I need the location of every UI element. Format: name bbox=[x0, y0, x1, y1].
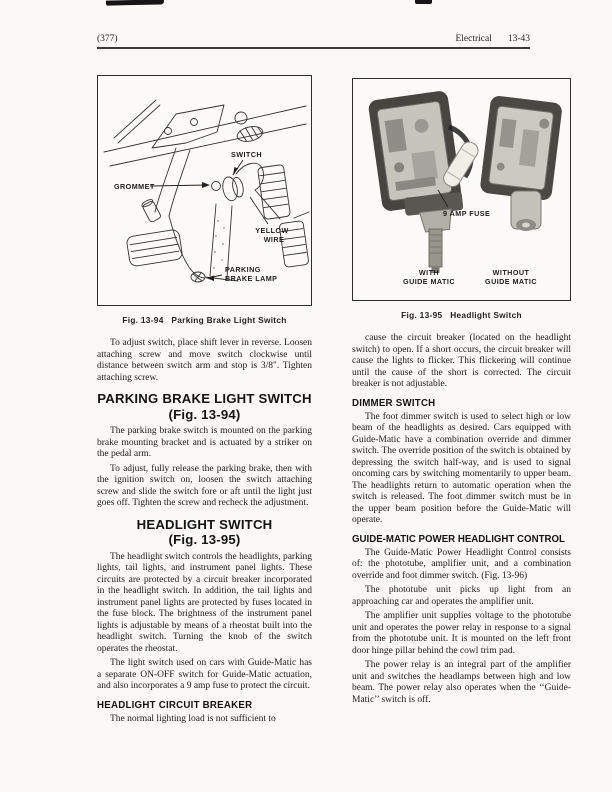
mounting-bracket bbox=[152, 105, 224, 148]
page-number-right: 13-43 bbox=[507, 34, 530, 44]
fuse-label: 9 AMP FUSE bbox=[443, 209, 491, 218]
paragraph: The phototube unit picks up light from an approaching car and operates the amplifier unit. bbox=[352, 585, 571, 607]
switch-body bbox=[221, 174, 246, 202]
subheading-dimmer-switch: DIMMER SWITCH bbox=[352, 397, 436, 409]
figure-13-95-caption: Fig. 13-95 Headlight Switch bbox=[401, 310, 522, 320]
grommet-leader bbox=[150, 185, 208, 186]
dash-mark bbox=[294, 212, 309, 218]
subheading-guidematic-control: GUIDE-MATIC POWER HEADLIGHT CONTROL bbox=[352, 533, 565, 545]
paragraph: The foot dimmer switch is used to select high or low beam of the headlights as desired. Cars equipped with Guide-Matic have a combination override and dimmer switch. The override position of the switch is obtained by depressing the switch half-way, and is used to signal oncoming cars by switching momentarily to upper beam. The headlights return to automatic operation when the switch is released. The foot dimmer switch must be in the upper beam position before the Guide-Matic will operate. bbox=[352, 411, 571, 525]
headlight-switch-photo bbox=[353, 79, 569, 300]
without-guidematic-label: GUIDE MATIC bbox=[485, 277, 537, 286]
scan-artifact bbox=[415, 0, 432, 4]
section-title: Electrical bbox=[455, 34, 492, 44]
paragraph: The parking brake switch is mounted on the parking brake mounting bracket and is actuated by a striker on the pedal arm. bbox=[97, 426, 312, 459]
release-knob bbox=[141, 198, 162, 223]
paragraph: The amplifier unit supplies voltage to the phototube unit and operates the power relay in response to a signal from the phototube unit. It is mounted on the left front door hinge pillar behind the cowl trim pad. bbox=[352, 611, 571, 656]
grommet-arrowhead bbox=[202, 182, 210, 188]
switch-arrowhead bbox=[233, 167, 238, 175]
paragraph: To adjust switch, place shift lever in reverse. Loosen attaching screw and move switch clockwise until distance between switch arm and stop is 3/8". Tighten attaching screw. bbox=[97, 338, 312, 383]
section-heading-parking-brake: PARKING BRAKE LIGHT SWITCH (Fig. 13-94) bbox=[97, 391, 312, 422]
scan-artifact bbox=[106, 0, 164, 6]
paragraph: The light switch used on cars with Guide-Matic has a separate ON-OFF switch for Guide-Matic actuation, and also incorporates a 9 amp fuse to protect the circuit. bbox=[97, 658, 312, 691]
bolt-hole bbox=[165, 128, 172, 135]
running-head bbox=[455, 34, 530, 44]
grommet-label: GROMMET bbox=[114, 182, 155, 191]
paragraph: The power relay is an integral part of the amplifier unit and switches the headlamps between high and low beam. The power relay also operates when the ‘‘Guide-Matic’’ switch is off. bbox=[352, 660, 571, 705]
arm-hook bbox=[169, 216, 204, 278]
paragraph: The Guide-Matic Power Headlight Control consists of: the phototube, amplifier unit, and a combination override and foot dimmer switch. (Fig. 13-96) bbox=[352, 547, 571, 581]
figure-13-95 bbox=[352, 78, 571, 301]
stipple-dots bbox=[213, 220, 226, 270]
with-guidematic-label: GUIDE MATIC bbox=[403, 277, 455, 286]
bolt-hole bbox=[191, 119, 198, 126]
switch-collar bbox=[511, 191, 541, 231]
yellow-wire-label: WIRE bbox=[263, 235, 285, 244]
paragraph: The normal lighting load is not sufficient to bbox=[110, 713, 276, 724]
switch-label: SWITCH bbox=[231, 150, 263, 159]
brace-line bbox=[104, 106, 306, 152]
paragraph: To adjust, fully release the parking brake, then with the ignition switch on, loosen the switch attaching screw and slide the switch fore or aft until the light just goes off. Tighten the screw and recheck the adjustment. bbox=[97, 463, 312, 508]
figure-13-94 bbox=[97, 75, 312, 306]
without-guidematic-label: WITHOUT bbox=[492, 268, 530, 277]
bolt-hole bbox=[235, 112, 247, 124]
with-guidematic-label: WITH bbox=[418, 268, 440, 277]
switch-without-guidematic bbox=[479, 95, 562, 201]
page-number-left: (377) bbox=[97, 34, 118, 44]
left-column-text bbox=[97, 338, 312, 725]
brace-line bbox=[110, 124, 306, 166]
subheading-headlight-circuit-breaker: HEADLIGHT CIRCUIT BREAKER bbox=[97, 699, 253, 711]
cable-lines bbox=[114, 100, 160, 143]
parking-brake-switch-drawing bbox=[98, 76, 310, 305]
switch-shaft bbox=[429, 229, 442, 273]
paragraph: cause the circuit breaker (located on the headlight switch) to open. If a short occurs, the circuit breaker will cause the lights to flicker. This flickering will continue until the cause of the short is corrected. The circuit breaker is not adjustable. bbox=[352, 333, 571, 389]
figure-13-94-caption: Fig. 13-94 Parking Brake Light Switch bbox=[122, 315, 287, 325]
left-column bbox=[97, 75, 312, 728]
section-heading-headlight-switch: HEADLIGHT SWITCH (Fig. 13-95) bbox=[136, 516, 273, 547]
brake-lamp-label: BRAKE LAMP bbox=[225, 274, 278, 283]
grommet-ring bbox=[212, 182, 221, 191]
right-column bbox=[352, 75, 571, 709]
brake-lamp-label: PARKING bbox=[225, 265, 261, 274]
right-column-text bbox=[352, 333, 571, 706]
paragraph: The headlight switch controls the headlights, parking lights, tail lights, and instrument panel lights. These circuits are protected by a circuit breaker incorporated in the headlight switch. In addition, the tail lights and instrument panel lights are protected by fuses located in the fuse block. The brightness of the instrument panel lights is adjustable by means of a rheostat built into the headlight switch. Turning the knob of the switch operates the rheostat. bbox=[97, 551, 312, 654]
yellow-wire-label: YELLOW bbox=[255, 226, 289, 235]
page-header bbox=[97, 34, 530, 49]
